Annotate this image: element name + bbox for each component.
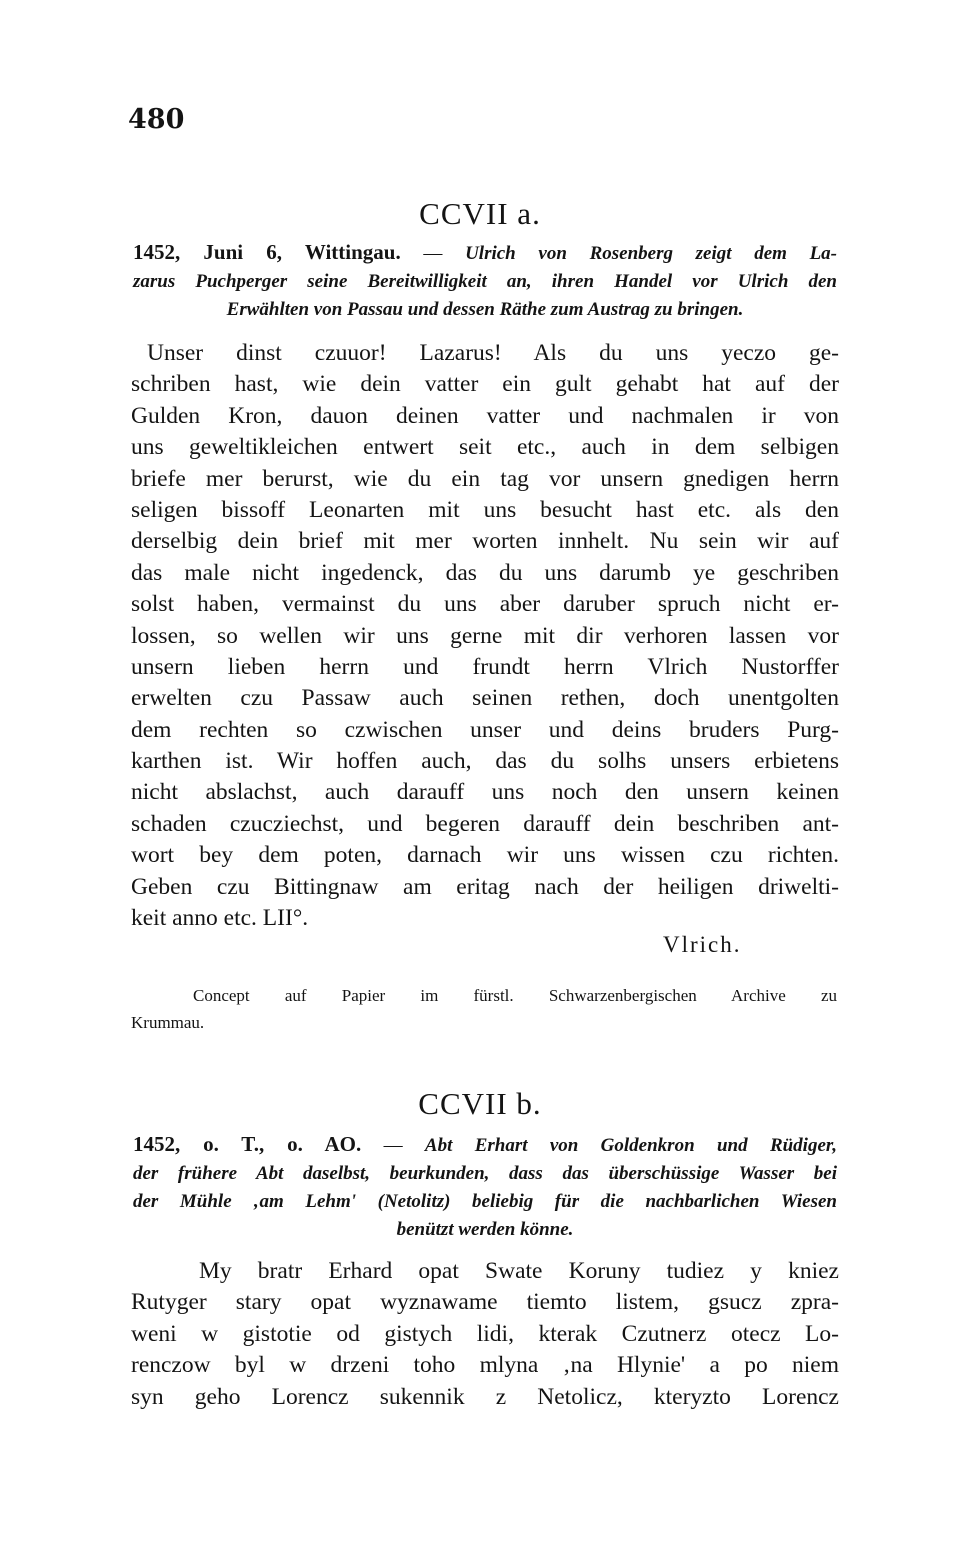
body-a-line: Gulden Kron, dauon deinen vatter und nachmalen ir von <box>131 402 839 429</box>
body-a-line: solst haben, vermainst du uns aber daruber spruch nicht er- <box>131 591 839 618</box>
body-a-line: briefe mer berurst, wie du ein tag vor unsern gnedigen herrn <box>131 465 839 492</box>
regest-b-date: 1452, o. T., o. AO. <box>133 1132 362 1156</box>
body-b-line: weni w gistotie od gistych lidi, kterak Czutnerz otecz Lo- <box>131 1320 839 1347</box>
body-a-line: schaden czucziechst, und begeren darauff dein beschriben ant- <box>131 810 839 837</box>
regest-b-line-3: der Mühle ‚am Lehm' (Netolitz) beliebig für die nachbarlichen Wiesen <box>133 1191 837 1212</box>
page-number: 480 <box>128 104 185 135</box>
body-a-line: nicht abslachst, auch darauff uns noch den unsern keinen <box>131 779 839 806</box>
body-a-line: keit anno etc. LII°. <box>131 905 309 932</box>
body-a-line: Geben czu Bittingnaw am eritag nach der heiligen driwelti- <box>131 873 839 900</box>
regest-b-line-2: der frühere Abt daselbst, beurkunden, dass das überschüssige Wasser bei <box>133 1163 837 1184</box>
body-a-line: wort bey dem poten, darnach wir uns wissen czu richten. <box>131 842 839 869</box>
body-a-line: seligen bissoff Leonarten mit uns besucht hast etc. als den <box>131 496 839 523</box>
body-text-b <box>131 1256 839 1413</box>
regest-b-line-1: 1452, o. T., o. AO. — Abt Erhart von Goldenkron und Rüdiger, <box>133 1132 837 1156</box>
body-a-line: uns geweltikleichen entwert seit etc., auch in dem selbigen <box>131 434 839 461</box>
body-a-line: dem rechten so czwischen unser und deins bruders Purg- <box>131 716 839 743</box>
heading-ccvii-a: CCVII a. <box>419 196 541 231</box>
regest-a <box>133 238 837 324</box>
body-a-line: erwelten czu Passaw auch seinen rethen, doch unentgolten <box>131 685 839 712</box>
body-b-line: Rutyger stary opat wyznawame tiemto listem, gsucz zpra- <box>131 1289 839 1316</box>
body-a-line: derselbig dein brief mit mer worten innhelt. Nu sein wir auf <box>131 528 839 555</box>
body-text-a <box>131 338 839 934</box>
body-a-line: schriben hast, wie dein vatter ein gult gehabt hat auf der <box>131 371 839 398</box>
source-note-line: Krummau. <box>131 1013 205 1032</box>
body-b-line: renczow byl w drzeni toho mlyna ‚na Hlynie' a po niem <box>131 1352 839 1379</box>
heading-ccvii-b: CCVII b. <box>418 1086 542 1121</box>
regest-b-line-4: benützt werden könne. <box>396 1219 574 1240</box>
body-b-line: syn geho Lorencz sukennik z Netolicz, kteryzto Lorencz <box>131 1383 839 1410</box>
body-a-line: lossen, so wellen wir uns gerne mit dir verhoren lassen vor <box>131 622 839 649</box>
regest-a-line-3: Erwählten von Passau und dessen Räthe zum Austrag zu bringen. <box>226 299 744 320</box>
body-a-line: unsern lieben herrn und frundt herrn Vlrich Nustorffer <box>131 653 839 680</box>
body-a-line: Unser dinst czuuor! Lazarus! Als du uns yeczo ge- <box>147 340 839 366</box>
source-note-line: Concept auf Papier im fürstl. Schwarzenbergischen Archive zu <box>193 986 837 1005</box>
regest-a-line-2: zarus Puchperger seine Bereitwilligkeit an, ihren Handel vor Ulrich den <box>133 271 837 292</box>
regest-a-line-1: 1452, Juni 6, Wittingau. — Ulrich von Rosenberg zeigt dem La- <box>133 240 838 264</box>
body-a-line: das male nicht ingedenck, das du uns darumb ye geschriben <box>131 559 839 586</box>
signature: Vlrich. <box>663 932 742 957</box>
body-a-line: karthen ist. Wir hoffen auch, das du solhs unsers erbietens <box>131 748 839 775</box>
regest-b-desc-1: Abt Erhart von Goldenkron und Rüdiger, <box>424 1135 837 1156</box>
regest-a-desc-1: Ulrich von Rosenberg zeigt dem La- <box>465 243 838 264</box>
regest-b <box>133 1130 837 1244</box>
regest-a-date: 1452, Juni 6, Wittingau. <box>133 240 401 264</box>
body-b-line: My bratr Erhard opat Swate Koruny tudiez y kniez <box>199 1258 839 1284</box>
source-note <box>131 982 837 1036</box>
